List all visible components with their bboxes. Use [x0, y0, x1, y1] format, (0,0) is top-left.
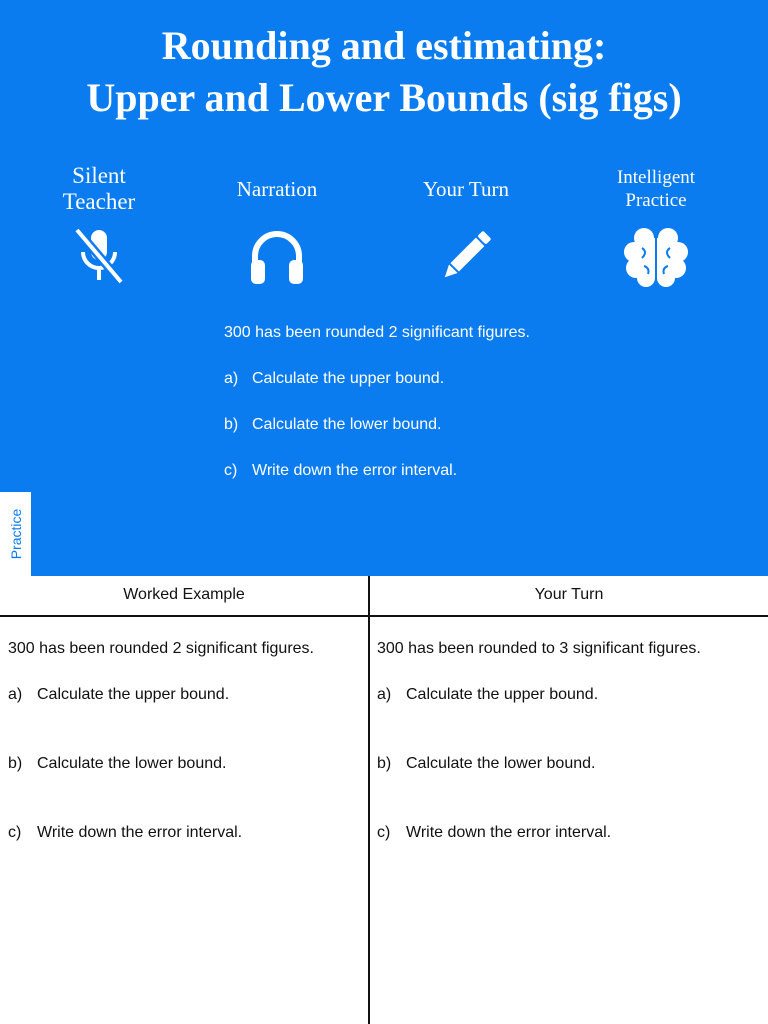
part-label: b)	[377, 755, 392, 772]
your-turn-stem: 300 has been rounded to 3 significant figures.	[377, 640, 701, 657]
practice-part-a	[224, 368, 530, 414]
worked-example-heading: Worked Example	[123, 586, 245, 603]
part-text: Calculate the lower bound.	[406, 755, 596, 772]
part-text: Calculate the upper bound.	[252, 370, 445, 387]
part-text: Write down the error interval.	[406, 824, 612, 841]
part-label: b)	[8, 755, 23, 772]
part-label: c)	[377, 824, 391, 841]
practice-side-tab-label: Practice	[7, 508, 24, 560]
column-divider	[368, 576, 370, 1024]
mode-label-line: Intelligent	[616, 167, 696, 188]
mode-silent-teacher-label	[14, 160, 184, 218]
headphones-icon	[245, 224, 309, 288]
part-label: a)	[377, 686, 392, 703]
your-turn-heading: Your Turn	[534, 586, 604, 603]
part-text: Calculate the lower bound.	[37, 755, 227, 772]
your-turn-part-b	[377, 753, 762, 822]
worked-example-column	[8, 638, 363, 891]
mode-narration-label	[192, 160, 362, 218]
worked-example-part-a	[8, 684, 363, 753]
part-text: Write down the error interval.	[252, 462, 458, 479]
practice-part-c	[224, 460, 530, 506]
worked-example-part-c	[8, 822, 363, 891]
part-text: Calculate the upper bound.	[37, 686, 230, 703]
brain-icon	[622, 224, 690, 288]
your-turn-column	[377, 638, 762, 891]
practice-question	[224, 322, 530, 506]
part-label: c)	[224, 462, 238, 479]
part-text: Calculate the lower bound.	[252, 416, 442, 433]
title-line-1: Rounding and estimating:	[161, 23, 607, 68]
title-line-2: Upper and Lower Bounds (sig figs)	[86, 75, 682, 120]
mode-narration[interactable]	[192, 160, 362, 288]
part-text: Write down the error interval.	[37, 824, 243, 841]
practice-part-b	[224, 414, 530, 460]
mode-label-line: Silent	[72, 163, 126, 188]
mode-intelligent-practice-label	[571, 160, 741, 218]
worked-example-part-b	[8, 753, 363, 822]
mode-label-line: Narration	[236, 177, 318, 201]
pencil-icon	[434, 224, 498, 288]
mode-label-line: Teacher	[62, 189, 136, 214]
worked-example-stem: 300 has been rounded 2 significant figures.	[8, 640, 314, 657]
mode-your-turn[interactable]	[381, 160, 551, 288]
practice-stem: 300 has been rounded 2 significant figures.	[224, 324, 530, 341]
part-label: b)	[224, 416, 239, 433]
mode-label-line: Your Turn	[422, 177, 509, 201]
part-label: a)	[224, 370, 239, 387]
mode-your-turn-label	[381, 160, 551, 218]
header-divider	[0, 615, 768, 617]
part-label: a)	[8, 686, 23, 703]
your-turn-part-a	[377, 684, 762, 753]
microphone-off-icon	[67, 224, 131, 288]
practice-side-tab[interactable]	[0, 492, 31, 576]
mode-silent-teacher[interactable]	[14, 160, 184, 288]
mode-label-line: Practice	[625, 190, 687, 211]
your-turn-part-c	[377, 822, 762, 891]
part-label: c)	[8, 824, 22, 841]
page-title	[0, 20, 768, 124]
mode-intelligent-practice[interactable]	[571, 160, 741, 288]
part-text: Calculate the upper bound.	[406, 686, 599, 703]
